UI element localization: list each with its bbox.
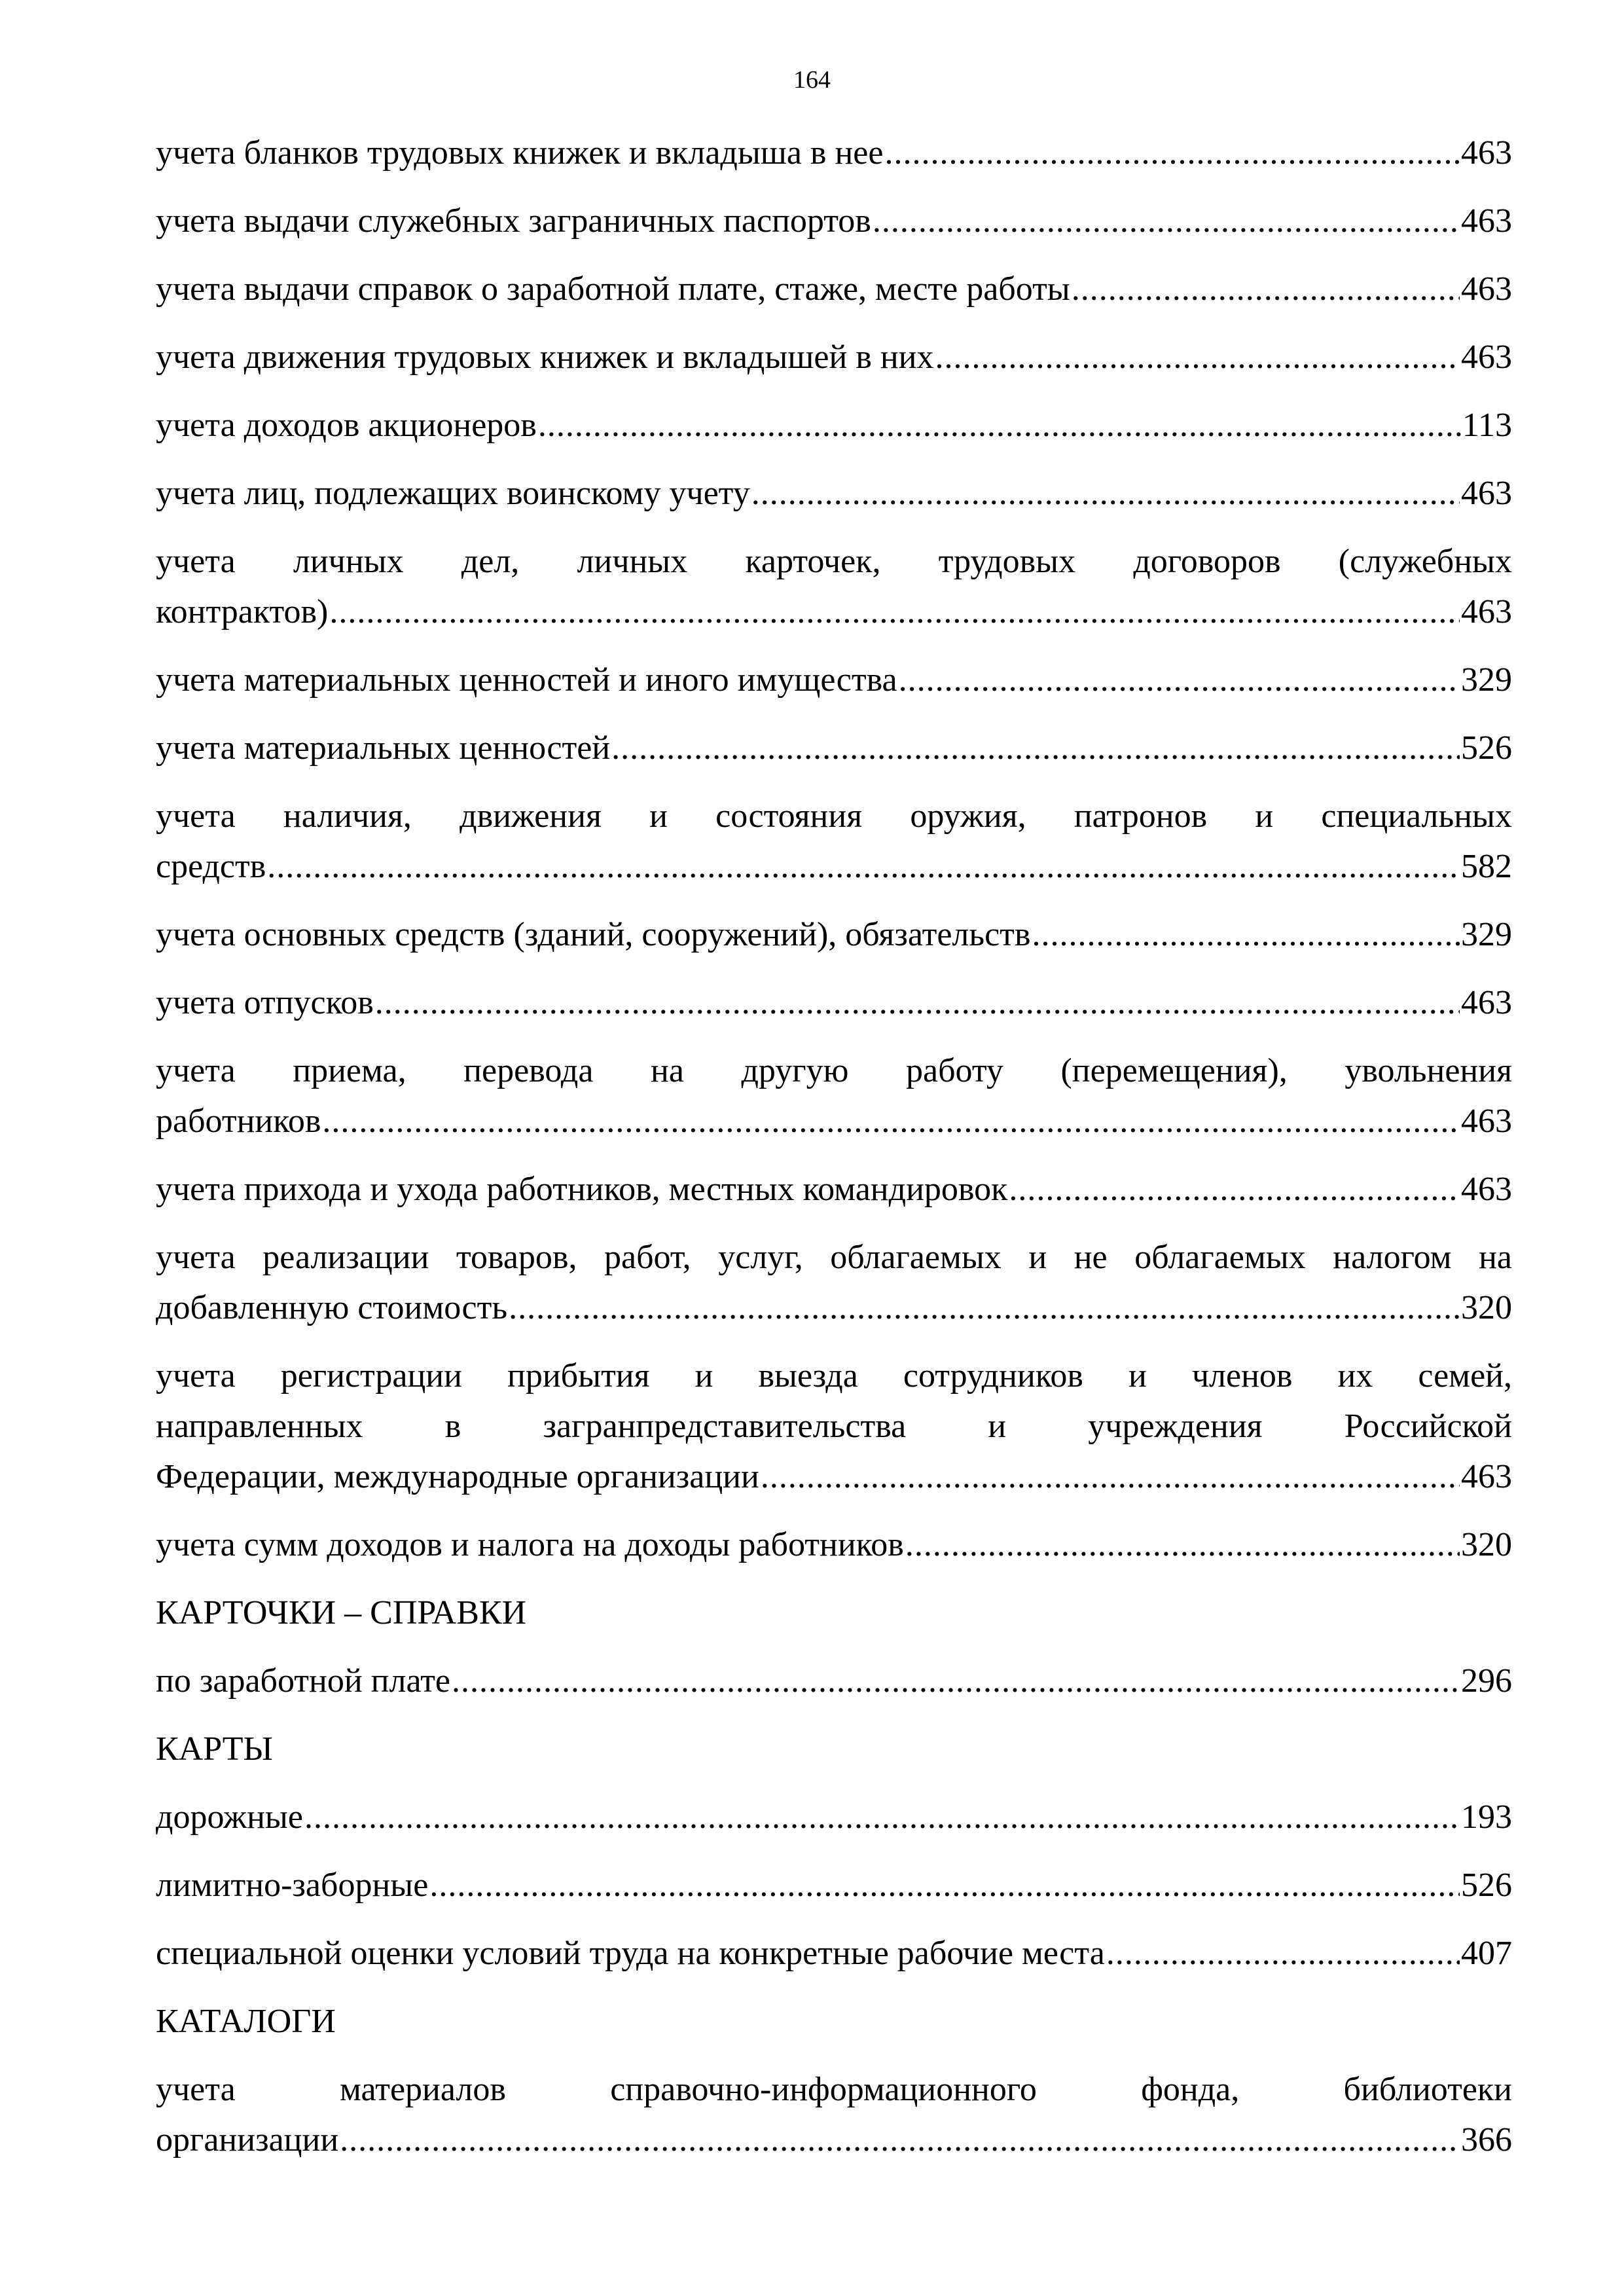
index-entry-page: 329 xyxy=(1461,661,1512,699)
section-heading-karty: КАРТЫ xyxy=(156,1730,273,1768)
index-entry-page: 296 xyxy=(1461,1662,1512,1700)
index-entry-text: учета материальных ценностей xyxy=(156,729,611,767)
index-entry xyxy=(156,196,1512,246)
index-entry-line xyxy=(156,655,1512,705)
index-entry xyxy=(156,332,1512,382)
index-entry xyxy=(156,909,1512,960)
index-entry-text: средств xyxy=(156,848,266,885)
index-entry-page: 320 xyxy=(1461,1526,1512,1563)
dot-leader xyxy=(611,723,1460,773)
dot-leader xyxy=(905,1520,1460,1570)
index-entry xyxy=(156,1232,1512,1333)
index-entry-text-line: учета материалов справочно-информационного фонда, библиотеки xyxy=(156,2071,1512,2108)
dot-leader xyxy=(322,1096,1460,1146)
index-entry-line xyxy=(156,264,1512,314)
index-entry-text: специальной оценки условий труда на конкретные рабочие места xyxy=(156,1935,1105,1972)
index-entry xyxy=(156,1792,1512,1842)
section-heading-kartochki: КАРТОЧКИ – СПРАВКИ xyxy=(156,1594,527,1631)
index-entry-text-line: учета реализации товаров, работ, услуг, облагаемых и не облагаемых налогом на xyxy=(156,1239,1512,1276)
index-entry-page: 463 xyxy=(1461,270,1512,308)
index-entry-text: учета бланков трудовых книжек и вкладыша в нее xyxy=(156,134,884,172)
index-entry-page: 463 xyxy=(1461,134,1512,172)
index-entry xyxy=(156,264,1512,314)
index-entry-text: лимитно-заборные xyxy=(156,1867,429,1904)
dot-leader xyxy=(873,196,1460,246)
index-entry-text: работников xyxy=(156,1102,321,1140)
index-entry-line xyxy=(156,1792,1512,1842)
index-entry xyxy=(156,1520,1512,1570)
dot-leader xyxy=(1072,264,1460,314)
index-entry-text-line: учета регистрации прибытия и выезда сотрудников и членов их семей, xyxy=(156,1357,1512,1394)
index-entry-line xyxy=(156,128,1512,178)
dot-leader xyxy=(509,1283,1460,1333)
index-entry-page: 366 xyxy=(1461,2121,1512,2159)
dot-leader xyxy=(538,400,1461,450)
dot-leader xyxy=(899,655,1460,705)
index-entry-line xyxy=(156,841,1512,892)
index-entry-page: 463 xyxy=(1461,1458,1512,1495)
index-entry-text: дорожные xyxy=(156,1798,303,1836)
index-entry-line xyxy=(156,909,1512,960)
dot-leader xyxy=(329,587,1460,637)
index-entry xyxy=(156,1860,1512,1910)
dot-leader xyxy=(429,1860,1460,1910)
index-entry-page: 463 xyxy=(1461,338,1512,376)
index-entry xyxy=(156,468,1512,519)
index-entry-text: контрактов) xyxy=(156,593,329,630)
dot-leader xyxy=(375,977,1460,1028)
index-entry-line xyxy=(156,1928,1512,1978)
index-entry-line xyxy=(156,1451,1512,1502)
index-entry-page: 463 xyxy=(1461,593,1512,630)
index-entry-text: учета сумм доходов и налога на доходы работников xyxy=(156,1526,904,1563)
index-entry xyxy=(156,1928,1512,1978)
entries-group-katalogi xyxy=(156,2064,1512,2165)
index-entry xyxy=(156,655,1512,705)
index-entry-line xyxy=(156,1656,1512,1706)
index-entry-line xyxy=(156,2115,1512,2165)
index-entry-text: учета лиц, подлежащих воинскому учету xyxy=(156,475,750,512)
dot-leader xyxy=(1032,909,1460,960)
index-entry-text: учета выдачи служебных заграничных паспортов xyxy=(156,202,871,240)
dot-leader xyxy=(304,1792,1460,1842)
index-entry-line xyxy=(156,1520,1512,1570)
dot-leader xyxy=(751,468,1460,519)
index-entry-page: 463 xyxy=(1461,202,1512,240)
dot-leader xyxy=(935,332,1460,382)
entries-group-kartochki xyxy=(156,1656,1512,1706)
section-heading-katalogi: КАТАЛОГИ xyxy=(156,2003,336,2040)
index-entry xyxy=(156,400,1512,450)
index-entry-text-line: учета наличия, движения и состояния оружия, патронов и специальных xyxy=(156,797,1512,835)
index-entry xyxy=(156,1351,1512,1502)
index-entry-page: 582 xyxy=(1461,848,1512,885)
index-content xyxy=(156,128,1512,2183)
index-entry-line xyxy=(156,1860,1512,1910)
dot-leader xyxy=(761,1451,1460,1502)
index-entry-line xyxy=(156,468,1512,519)
dot-leader xyxy=(1009,1164,1460,1214)
index-entry-text: учета отпусков xyxy=(156,984,374,1021)
index-entry xyxy=(156,791,1512,892)
index-entry xyxy=(156,536,1512,637)
index-entry-line xyxy=(156,587,1512,637)
index-entry-page: 463 xyxy=(1461,1171,1512,1208)
index-entry-text: учета прихода и ухода работников, местных командировок xyxy=(156,1171,1008,1208)
index-entry-text-line: направленных в загранпредставительства и учреждения Российской xyxy=(156,1408,1512,1445)
index-entry-text: по заработной плате xyxy=(156,1662,450,1700)
index-entry-text-line: учета приема, перевода на другую работу (перемещения), увольнения xyxy=(156,1052,1512,1089)
dot-leader xyxy=(452,1656,1460,1706)
index-entry-text: организации xyxy=(156,2121,339,2159)
index-entry-page: 526 xyxy=(1461,729,1512,767)
index-entry-page: 193 xyxy=(1461,1798,1512,1836)
index-entry-page: 463 xyxy=(1461,475,1512,512)
index-entry-text: добавленную стоимость xyxy=(156,1289,508,1326)
index-entry-line xyxy=(156,977,1512,1028)
entries-group-main xyxy=(156,128,1512,1570)
index-entry xyxy=(156,723,1512,773)
index-entry-line xyxy=(156,1283,1512,1333)
index-entry-page: 526 xyxy=(1461,1867,1512,1904)
index-entry xyxy=(156,128,1512,178)
index-entry xyxy=(156,2064,1512,2165)
dot-leader xyxy=(267,841,1460,892)
page-number: 164 xyxy=(793,66,831,94)
index-entry xyxy=(156,1656,1512,1706)
index-entry-page: 113 xyxy=(1462,407,1512,444)
index-entry xyxy=(156,1046,1512,1146)
index-entry-text: учета доходов акционеров xyxy=(156,407,537,444)
index-entry xyxy=(156,1164,1512,1214)
index-entry-line xyxy=(156,196,1512,246)
index-entry-text-line: учета личных дел, личных карточек, трудовых договоров (служебных xyxy=(156,543,1512,580)
entries-group-karty xyxy=(156,1792,1512,1978)
dot-leader xyxy=(1106,1928,1460,1978)
dot-leader xyxy=(340,2115,1460,2165)
index-entry-page: 320 xyxy=(1461,1289,1512,1326)
index-entry-page: 463 xyxy=(1461,984,1512,1021)
index-entry xyxy=(156,977,1512,1028)
index-entry-text: учета выдачи справок о заработной плате, стаже, месте работы xyxy=(156,270,1070,308)
index-entry-line xyxy=(156,1164,1512,1214)
index-entry-text: Федерации, международные организации xyxy=(156,1458,759,1495)
index-entry-text: учета основных средств (зданий, сооружений), обязательств xyxy=(156,916,1031,953)
index-entry-line xyxy=(156,1096,1512,1146)
index-entry-line xyxy=(156,400,1512,450)
index-entry-line xyxy=(156,332,1512,382)
dot-leader xyxy=(884,128,1460,178)
index-entry-text: учета движения трудовых книжек и вкладышей в них xyxy=(156,338,934,376)
index-entry-page: 463 xyxy=(1461,1102,1512,1140)
index-entry-page: 407 xyxy=(1461,1935,1512,1972)
index-entry-line xyxy=(156,723,1512,773)
index-entry-page: 329 xyxy=(1461,916,1512,953)
index-entry-text: учета материальных ценностей и иного имущества xyxy=(156,661,897,699)
